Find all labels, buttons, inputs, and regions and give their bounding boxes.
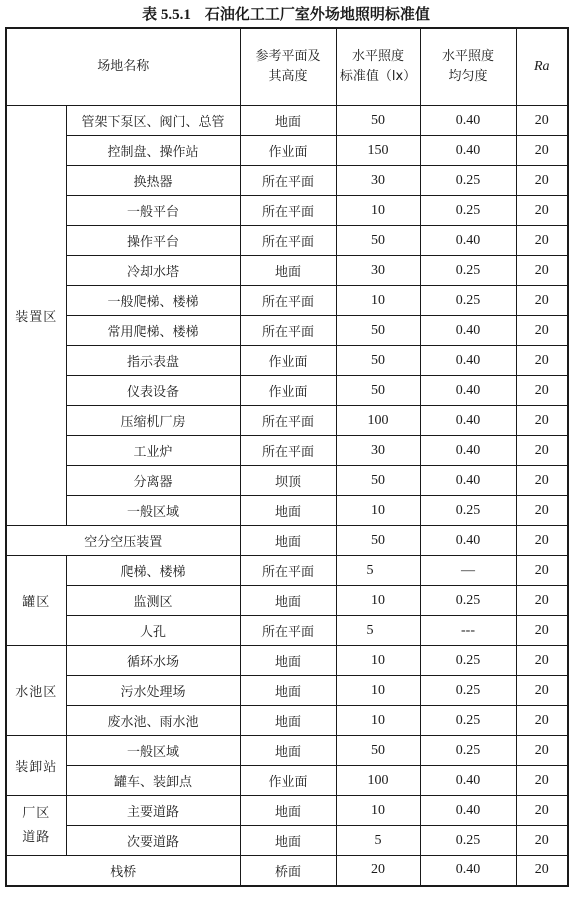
ref-plane-cell: 所在平面 bbox=[240, 616, 336, 646]
table-title bbox=[0, 2, 572, 26]
lux-cell: 10 bbox=[336, 496, 420, 526]
site-name-cell: 工业炉 bbox=[66, 436, 240, 466]
ra-cell: 20 bbox=[516, 856, 568, 886]
lux-cell: 5 bbox=[336, 556, 420, 586]
table-row bbox=[6, 676, 568, 706]
ref-plane-cell: 所在平面 bbox=[240, 226, 336, 256]
site-name-cell: 循环水场 bbox=[66, 646, 240, 676]
ref-plane-cell: 地面 bbox=[240, 106, 336, 136]
uniformity-cell: 0.40 bbox=[420, 316, 516, 346]
uniformity-cell: 0.40 bbox=[420, 376, 516, 406]
ra-cell: 20 bbox=[516, 706, 568, 736]
ra-cell: 20 bbox=[516, 676, 568, 706]
lux-cell: 50 bbox=[336, 526, 420, 556]
uniformity-cell: 0.40 bbox=[420, 136, 516, 166]
uniformity-cell: 0.25 bbox=[420, 826, 516, 856]
ref-plane-cell: 所在平面 bbox=[240, 286, 336, 316]
uniformity-cell: 0.25 bbox=[420, 586, 516, 616]
table-row bbox=[6, 586, 568, 616]
ra-cell: 20 bbox=[516, 766, 568, 796]
ref-plane-cell: 地面 bbox=[240, 676, 336, 706]
table-row bbox=[6, 556, 568, 586]
table-row bbox=[6, 496, 568, 526]
lux-cell: 30 bbox=[336, 436, 420, 466]
ra-cell: 20 bbox=[516, 436, 568, 466]
ref-plane-cell: 所在平面 bbox=[240, 196, 336, 226]
uniformity-cell: 0.25 bbox=[420, 496, 516, 526]
lux-cell: 10 bbox=[336, 586, 420, 616]
ra-cell: 20 bbox=[516, 166, 568, 196]
table-row bbox=[6, 376, 568, 406]
ra-cell: 20 bbox=[516, 646, 568, 676]
lux-cell: 50 bbox=[336, 376, 420, 406]
uniformity-cell: 0.25 bbox=[420, 166, 516, 196]
site-name-cell: 控制盘、操作站 bbox=[66, 136, 240, 166]
table-row bbox=[6, 856, 568, 886]
header-illuminance-line2: 标准值（lx） bbox=[339, 69, 417, 84]
ref-plane-cell: 地面 bbox=[240, 736, 336, 766]
ra-cell: 20 bbox=[516, 616, 568, 646]
uniformity-cell: 0.40 bbox=[420, 226, 516, 256]
ref-plane-cell: 地面 bbox=[240, 526, 336, 556]
table-row bbox=[6, 436, 568, 466]
ref-plane-cell: 地面 bbox=[240, 256, 336, 286]
ref-plane-cell: 作业面 bbox=[240, 136, 336, 166]
group-pool-area: 水池区 bbox=[6, 646, 66, 736]
uniformity-cell: 0.40 bbox=[420, 796, 516, 826]
lux-cell: 5 bbox=[336, 826, 420, 856]
site-name-cell: 监测区 bbox=[66, 586, 240, 616]
table-row bbox=[6, 766, 568, 796]
uniformity-cell: 0.25 bbox=[420, 196, 516, 226]
site-name-cell: 一般区域 bbox=[66, 496, 240, 526]
uniformity-cell: 0.40 bbox=[420, 436, 516, 466]
ra-cell: 20 bbox=[516, 466, 568, 496]
ra-cell: 20 bbox=[516, 106, 568, 136]
lux-cell: 10 bbox=[336, 286, 420, 316]
lighting-standard-table bbox=[5, 27, 569, 887]
lux-cell: 100 bbox=[336, 766, 420, 796]
uniformity-cell: 0.25 bbox=[420, 676, 516, 706]
lux-cell: 10 bbox=[336, 706, 420, 736]
site-name-cell: 一般区域 bbox=[66, 736, 240, 766]
header-uniformity bbox=[420, 28, 516, 106]
uniformity-cell: 0.25 bbox=[420, 256, 516, 286]
table-row bbox=[6, 466, 568, 496]
table-title-text: 石油化工工厂室外场地照明标准值 bbox=[204, 5, 430, 23]
site-name-cell: 冷却水塔 bbox=[66, 256, 240, 286]
ra-cell: 20 bbox=[516, 136, 568, 166]
lux-cell: 150 bbox=[336, 136, 420, 166]
ra-cell: 20 bbox=[516, 496, 568, 526]
lux-cell: 50 bbox=[336, 316, 420, 346]
uniformity-cell: 0.40 bbox=[420, 526, 516, 556]
lux-cell: 30 bbox=[336, 256, 420, 286]
uniformity-cell: 0.25 bbox=[420, 736, 516, 766]
ref-plane-cell: 作业面 bbox=[240, 766, 336, 796]
ref-plane-cell: 地面 bbox=[240, 706, 336, 736]
site-name-cell: 仪表设备 bbox=[66, 376, 240, 406]
header-ra: Ra bbox=[516, 28, 568, 106]
ra-cell: 20 bbox=[516, 196, 568, 226]
lux-cell: 50 bbox=[336, 226, 420, 256]
site-name-cell: 污水处理场 bbox=[66, 676, 240, 706]
table-row bbox=[6, 316, 568, 346]
ra-cell: 20 bbox=[516, 526, 568, 556]
uniformity-cell: 0.40 bbox=[420, 766, 516, 796]
uniformity-cell: — bbox=[420, 556, 516, 586]
table-row bbox=[6, 736, 568, 766]
ra-cell: 20 bbox=[516, 286, 568, 316]
lux-cell: 50 bbox=[336, 736, 420, 766]
site-name-cell: 人孔 bbox=[66, 616, 240, 646]
table-row bbox=[6, 166, 568, 196]
ra-cell: 20 bbox=[516, 346, 568, 376]
ref-plane-cell: 所在平面 bbox=[240, 316, 336, 346]
header-reference-plane bbox=[240, 28, 336, 106]
lux-cell: 10 bbox=[336, 796, 420, 826]
site-name-cell: 常用爬梯、楼梯 bbox=[66, 316, 240, 346]
ra-cell: 20 bbox=[516, 586, 568, 616]
group-plant-roads bbox=[6, 796, 66, 856]
ra-cell: 20 bbox=[516, 736, 568, 766]
ra-cell: 20 bbox=[516, 226, 568, 256]
site-name-cell: 栈桥 bbox=[6, 856, 240, 886]
ref-plane-cell: 地面 bbox=[240, 586, 336, 616]
uniformity-cell: 0.25 bbox=[420, 646, 516, 676]
table-row bbox=[6, 526, 568, 556]
site-name-cell: 压缩机厂房 bbox=[66, 406, 240, 436]
table-row bbox=[6, 286, 568, 316]
lux-cell: 30 bbox=[336, 166, 420, 196]
table-row bbox=[6, 406, 568, 436]
ref-plane-cell: 地面 bbox=[240, 646, 336, 676]
lux-cell: 100 bbox=[336, 406, 420, 436]
uniformity-cell: 0.40 bbox=[420, 106, 516, 136]
site-name-cell: 废水池、雨水池 bbox=[66, 706, 240, 736]
lux-cell: 50 bbox=[336, 466, 420, 496]
table-row bbox=[6, 256, 568, 286]
uniformity-cell: 0.40 bbox=[420, 466, 516, 496]
site-name-cell: 一般爬梯、楼梯 bbox=[66, 286, 240, 316]
ref-plane-cell: 地面 bbox=[240, 826, 336, 856]
header-uniformity-line2: 均匀度 bbox=[448, 69, 488, 84]
lux-cell: 50 bbox=[336, 346, 420, 376]
ref-plane-cell: 所在平面 bbox=[240, 436, 336, 466]
ra-cell: 20 bbox=[516, 376, 568, 406]
site-name-cell: 爬梯、楼梯 bbox=[66, 556, 240, 586]
header-uniformity-line1: 水平照度 bbox=[442, 49, 495, 64]
ra-cell: 20 bbox=[516, 406, 568, 436]
site-name-cell: 主要道路 bbox=[66, 796, 240, 826]
table-row bbox=[6, 826, 568, 856]
ref-plane-cell: 地面 bbox=[240, 496, 336, 526]
site-name-cell: 空分空压装置 bbox=[6, 526, 240, 556]
lux-cell: 20 bbox=[336, 856, 420, 886]
ra-cell: 20 bbox=[516, 826, 568, 856]
ref-plane-cell: 所在平面 bbox=[240, 166, 336, 196]
uniformity-cell: 0.40 bbox=[420, 406, 516, 436]
ra-cell: 20 bbox=[516, 316, 568, 346]
uniformity-cell: --- bbox=[420, 616, 516, 646]
table-row bbox=[6, 136, 568, 166]
group-device-area: 装置区 bbox=[6, 106, 66, 526]
site-name-cell: 管架下泵区、阀门、总管 bbox=[66, 106, 240, 136]
site-name-cell: 次要道路 bbox=[66, 826, 240, 856]
lux-cell: 50 bbox=[336, 106, 420, 136]
ref-plane-cell: 作业面 bbox=[240, 346, 336, 376]
header-reference-plane-line1: 参考平面及 bbox=[255, 49, 321, 64]
group-tank-area: 罐区 bbox=[6, 556, 66, 646]
ref-plane-cell: 坝顶 bbox=[240, 466, 336, 496]
table-row bbox=[6, 796, 568, 826]
lux-cell: 5 bbox=[336, 616, 420, 646]
table-number: 表 5.5.1 bbox=[142, 7, 191, 23]
ra-cell: 20 bbox=[516, 556, 568, 586]
table-row bbox=[6, 616, 568, 646]
group-loading-station: 装卸站 bbox=[6, 736, 66, 796]
table-row bbox=[6, 346, 568, 376]
table-row bbox=[6, 106, 568, 136]
group-plant-roads-line1: 厂区 bbox=[22, 805, 51, 821]
site-name-cell: 换热器 bbox=[66, 166, 240, 196]
ref-plane-cell: 作业面 bbox=[240, 376, 336, 406]
table-row bbox=[6, 646, 568, 676]
site-name-cell: 罐车、装卸点 bbox=[66, 766, 240, 796]
ra-cell: 20 bbox=[516, 256, 568, 286]
uniformity-cell: 0.25 bbox=[420, 286, 516, 316]
site-name-cell: 一般平台 bbox=[66, 196, 240, 226]
site-name-cell: 操作平台 bbox=[66, 226, 240, 256]
table-row bbox=[6, 706, 568, 736]
uniformity-cell: 0.40 bbox=[420, 856, 516, 886]
uniformity-cell: 0.25 bbox=[420, 706, 516, 736]
lux-cell: 10 bbox=[336, 676, 420, 706]
header-illuminance bbox=[336, 28, 420, 106]
header-row bbox=[6, 28, 568, 106]
uniformity-cell: 0.40 bbox=[420, 346, 516, 376]
ref-plane-cell: 地面 bbox=[240, 796, 336, 826]
ra-cell: 20 bbox=[516, 796, 568, 826]
ref-plane-cell: 桥面 bbox=[240, 856, 336, 886]
table-row bbox=[6, 196, 568, 226]
ref-plane-cell: 所在平面 bbox=[240, 406, 336, 436]
lux-cell: 10 bbox=[336, 646, 420, 676]
header-illuminance-line1: 水平照度 bbox=[352, 49, 405, 64]
header-site-name: 场地名称 bbox=[6, 28, 240, 106]
group-plant-roads-line2: 道路 bbox=[22, 829, 51, 845]
site-name-cell: 指示表盘 bbox=[66, 346, 240, 376]
lux-cell: 10 bbox=[336, 196, 420, 226]
header-reference-plane-line2: 其高度 bbox=[268, 69, 308, 84]
table-row bbox=[6, 226, 568, 256]
ref-plane-cell: 所在平面 bbox=[240, 556, 336, 586]
site-name-cell: 分离器 bbox=[66, 466, 240, 496]
